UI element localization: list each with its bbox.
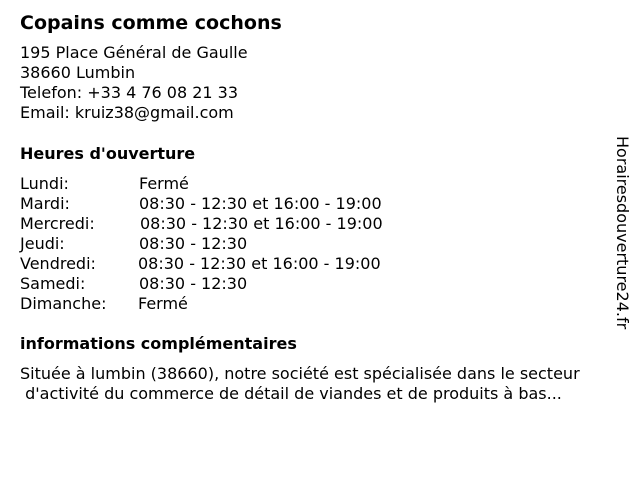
email-line: Email: kruiz38@gmail.com [20, 103, 234, 122]
business-name: Copains comme cochons [20, 12, 282, 34]
time-value: 08:30 - 12:30 et 16:00 - 19:00 [140, 214, 383, 233]
time-value: Fermé [139, 174, 189, 193]
hours-heading: Heures d'ouverture [20, 144, 196, 163]
day-label: Dimanche: [20, 294, 107, 313]
contact-block [20, 43, 248, 123]
info-heading: informations complémentaires [20, 334, 297, 353]
site-watermark: Horairesdouverture24.fr [613, 136, 632, 330]
time-value: Fermé [138, 294, 188, 313]
day-label: Mardi: [20, 194, 70, 213]
day-label: Mercredi: [20, 214, 95, 233]
description [20, 364, 632, 404]
day-label: Samedi: [20, 274, 86, 293]
phone-line: Telefon: +33 4 76 08 21 33 [20, 83, 239, 102]
address-city: 38660 Lumbin [20, 63, 136, 82]
time-value: 08:30 - 12:30 [139, 274, 248, 293]
address-street: 195 Place Général de Gaulle [20, 43, 248, 62]
time-value: 08:30 - 12:30 et 16:00 - 19:00 [139, 194, 382, 213]
description-line-1: Située à lumbin (38660), notre société est spécialisée dans le secteur [20, 364, 580, 383]
day-label: Lundi: [20, 174, 69, 193]
description-line-2: d'activité du commerce de détail de viandes et de produits à bas... [20, 384, 562, 403]
time-value: 08:30 - 12:30 et 16:00 - 19:00 [138, 254, 381, 273]
day-label: Vendredi: [20, 254, 96, 273]
time-value: 08:30 - 12:30 [139, 234, 248, 253]
day-label: Jeudi: [20, 234, 65, 253]
